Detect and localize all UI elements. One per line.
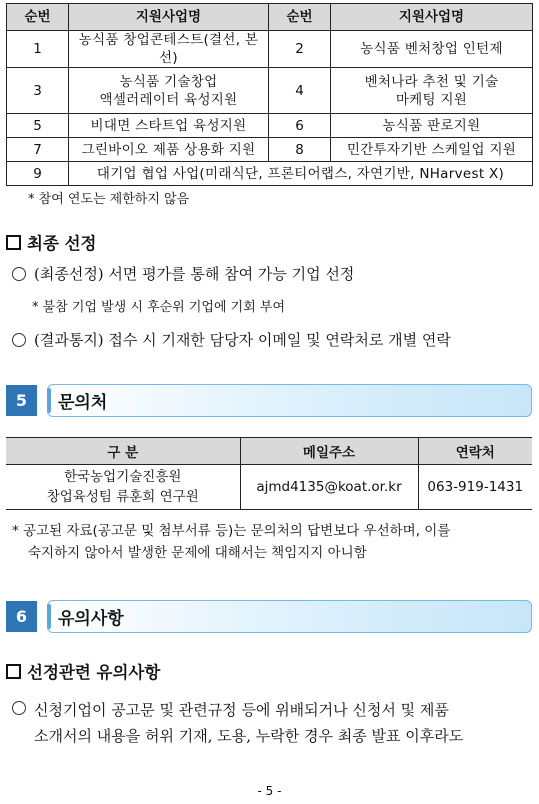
program-name-line: 농식품 기술창업 [119, 73, 218, 90]
bullet-text [34, 697, 463, 749]
row-number: 3 [7, 68, 69, 114]
circle-bullet-icon [12, 701, 26, 715]
participation-year-note: * 참여 연도는 제한하지 않음 [28, 192, 190, 207]
column-header: 구 분 [6, 438, 240, 465]
fallback-note: * 불참 기업 발생 시 후순위 기업에 기회 부여 [32, 300, 286, 315]
program-name [331, 68, 533, 114]
program-name-line: 마케팅 지원 [395, 91, 468, 108]
table-row [7, 138, 533, 162]
contact-banner [6, 384, 532, 417]
program-name: 농식품 벤처창업 인턴제 [331, 31, 533, 68]
program-name: 농식품 판로지원 [331, 114, 533, 138]
note-line: * 공고된 자료(공고문 및 첨부서류 등)는 문의처의 답변보다 우선하며, 이를 [12, 523, 451, 539]
program-name: 그린바이오 제품 상용화 지원 [69, 138, 269, 162]
column-header: 연락처 [418, 438, 532, 465]
table-row [7, 68, 533, 114]
row-number: 2 [269, 31, 331, 68]
row-number: 5 [7, 114, 69, 138]
page-number: - 5 - [257, 784, 282, 798]
program-name: 민간투자기반 스케일업 지원 [331, 138, 533, 162]
contact-note [12, 520, 450, 564]
program-name-line: 액셀러레이터 육성지원 [99, 91, 238, 108]
bullet-line: 신청기업이 공고문 및 관련규정 등에 위배되거나 신청서 및 제품 [34, 701, 449, 719]
section-number: 5 [6, 385, 37, 416]
row-number: 9 [7, 162, 69, 186]
bullet-text: (결과통지) 접수 시 기재한 담당자 이메일 및 연락처로 개별 연락 [34, 331, 451, 349]
column-header: 순번 [7, 4, 69, 31]
banner-title: 유의사항 [47, 600, 532, 633]
column-header: 순번 [269, 4, 331, 31]
bullet-text: (최종선정) 서면 평가를 통해 참여 가능 기업 선정 [34, 265, 355, 283]
caution-banner [6, 600, 532, 633]
contact-phone: 063-919-1431 [418, 465, 532, 510]
selection-caution-heading [6, 659, 160, 683]
column-header: 지원사업명 [69, 4, 269, 31]
row-number: 6 [269, 114, 331, 138]
contact-email: ajmd4135@koat.or.kr [240, 465, 418, 510]
checkbox-square-icon [6, 235, 21, 250]
program-name: 비대면 스타트업 육성지원 [69, 114, 269, 138]
table-row [7, 31, 533, 68]
row-number: 8 [269, 138, 331, 162]
banner-title: 문의처 [47, 384, 532, 417]
final-selection-heading [6, 230, 97, 254]
table-header-row [6, 438, 532, 465]
program-name [69, 68, 269, 114]
org-line: 창업육성팀 류훈희 연구원 [46, 489, 199, 505]
column-header: 지원사업명 [331, 4, 533, 31]
row-number: 7 [7, 138, 69, 162]
row-number: 4 [269, 68, 331, 114]
program-name-line: 벤처나라 추천 및 기술 [364, 73, 499, 90]
circle-bullet-icon [12, 333, 26, 347]
org-line: 한국농업기술진흥원 [64, 469, 182, 485]
selection-caution-bullet [12, 697, 463, 749]
contact-org [6, 465, 240, 510]
program-name: 대기업 협업 사업(미래식단, 프론티어랩스, 자연기반, NHarvest X) [69, 162, 533, 186]
column-header: 메일주소 [240, 438, 418, 465]
program-name: 농식품 창업콘테스트(결선, 본선) [69, 31, 269, 68]
section-title: 선정관련 유의사항 [27, 663, 161, 682]
checkbox-square-icon [6, 664, 21, 679]
final-selection-bullet [12, 263, 354, 285]
note-line: 숙지하지 않아서 발생한 문제에 대해서는 책임지지 아니함 [28, 545, 367, 561]
table-row [6, 465, 532, 510]
result-notice-bullet [12, 329, 451, 351]
section-title: 최종 선정 [27, 234, 97, 253]
circle-bullet-icon [12, 267, 26, 281]
table-header-row [7, 4, 533, 31]
table-row [7, 162, 533, 186]
table-row [7, 114, 533, 138]
program-table [6, 3, 533, 186]
section-number: 6 [6, 601, 37, 632]
bullet-line: 소개서의 내용을 허위 기재, 도용, 누락한 경우 최종 발표 이후라도 [34, 727, 464, 745]
contact-table [6, 437, 532, 510]
row-number: 1 [7, 31, 69, 68]
